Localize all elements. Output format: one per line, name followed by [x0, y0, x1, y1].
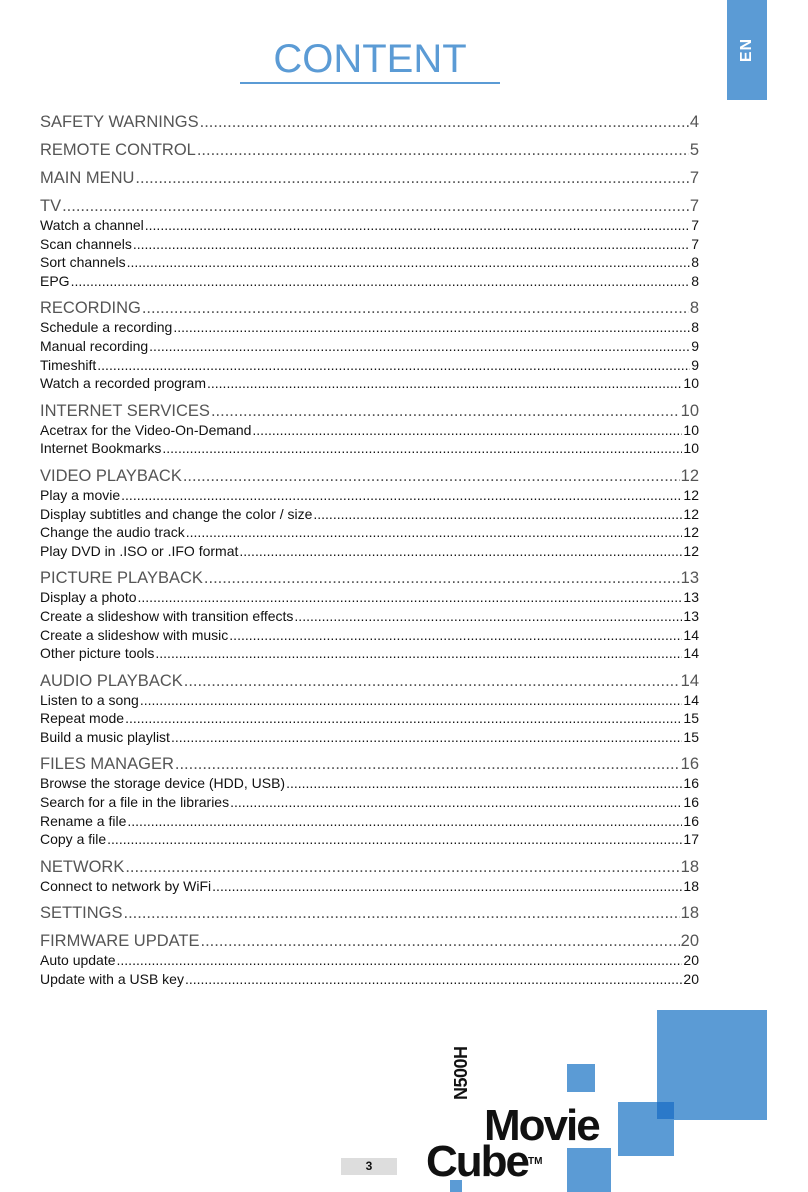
- toc-page-number: 7: [691, 217, 699, 233]
- toc-label: EPG: [40, 272, 70, 289]
- toc-label: Repeat mode: [40, 710, 125, 727]
- language-tab: [727, 0, 767, 100]
- toc-page-number: 13: [683, 589, 699, 606]
- toc-leader: [286, 774, 682, 793]
- toc-leader: [175, 754, 680, 774]
- toc-label: PICTURE PLAYBACK: [40, 569, 203, 588]
- decor-square-dark: [657, 1102, 674, 1119]
- toc-label: INTERNET SERVICES: [40, 401, 210, 420]
- toc-page-number: 13: [680, 569, 699, 588]
- toc-entry: [40, 728, 699, 747]
- toc-leader: [230, 793, 682, 812]
- toc-page-number: 15: [683, 710, 699, 727]
- toc-page-number: 16: [683, 794, 699, 811]
- toc-page-number: 12: [680, 466, 699, 485]
- toc-entry: [40, 523, 699, 542]
- toc-label: REMOTE CONTROL: [40, 141, 196, 159]
- toc-label: VIDEO PLAYBACK: [40, 466, 182, 485]
- toc-leader: [211, 401, 680, 421]
- toc-page-number: 16: [683, 812, 699, 829]
- toc-leader: [127, 253, 691, 272]
- toc-leader: [145, 216, 690, 235]
- toc-entry: [40, 774, 699, 793]
- toc-page-number: 16: [683, 775, 699, 792]
- toc-leader: [197, 140, 689, 160]
- toc-page-number: 7: [691, 235, 699, 252]
- toc-section: [40, 568, 699, 588]
- toc-entry: [40, 709, 699, 728]
- toc-page-number: 15: [683, 728, 699, 745]
- toc-leader: [313, 505, 682, 524]
- toc-label: Listen to a song: [40, 691, 139, 708]
- toc-section: [40, 140, 699, 160]
- toc-label: Build a music playlist: [40, 728, 170, 745]
- toc-leader: [121, 486, 682, 505]
- toc-page-number: 14: [680, 671, 699, 690]
- toc-label: Rename a file: [40, 812, 127, 829]
- toc-page-number: 7: [689, 169, 699, 187]
- decor-square-small: [567, 1064, 595, 1092]
- toc-page-number: 16: [680, 755, 699, 774]
- toc-label: Copy a file: [40, 831, 107, 848]
- toc-entry: [40, 216, 699, 235]
- toc-label: AUDIO PLAYBACK: [40, 671, 183, 690]
- toc-label: Create a slideshow with transition effects: [40, 607, 294, 624]
- toc-label: Internet Bookmarks: [40, 440, 162, 457]
- toc-leader: [207, 374, 682, 393]
- toc-leader: [201, 931, 680, 951]
- toc-entry: [40, 830, 699, 849]
- toc-entry: [40, 691, 699, 710]
- toc-page-number: 12: [683, 524, 699, 541]
- toc-page-number: 8: [691, 319, 699, 336]
- page-title: CONTENT: [240, 36, 500, 84]
- toc-leader: [186, 523, 683, 542]
- toc-label: Play DVD in .ISO or .IFO format: [40, 542, 239, 559]
- toc-leader: [107, 830, 682, 849]
- toc-leader: [140, 691, 683, 710]
- toc-section: [40, 857, 699, 877]
- toc-entry: [40, 356, 699, 375]
- toc-leader: [252, 421, 682, 440]
- toc-label: Connect to network by WiFi: [40, 877, 212, 894]
- toc-leader: [135, 168, 688, 188]
- toc-label: Sort channels: [40, 254, 126, 271]
- toc-section: [40, 196, 699, 216]
- toc-label: SETTINGS: [40, 904, 123, 923]
- toc-leader: [124, 903, 680, 923]
- toc-page-number: 18: [683, 877, 699, 894]
- toc-leader: [155, 644, 682, 663]
- toc-page-number: 14: [683, 691, 699, 708]
- toc-entry: [40, 644, 699, 663]
- toc-label: MAIN MENU: [40, 169, 135, 187]
- table-of-contents: [40, 108, 699, 989]
- toc-label: Scan channels: [40, 235, 132, 252]
- toc-page-number: 18: [680, 857, 699, 876]
- logo-trademark: TM: [528, 1156, 543, 1167]
- toc-entry: [40, 374, 699, 393]
- toc-section: [40, 754, 699, 774]
- toc-leader: [239, 542, 682, 561]
- toc-page-number: 10: [683, 440, 699, 457]
- toc-label: Display subtitles and change the color / size: [40, 505, 313, 522]
- toc-page-number: 20: [683, 952, 699, 969]
- toc-label: Schedule a recording: [40, 319, 173, 336]
- toc-page-number: 20: [680, 932, 699, 951]
- toc-entry: [40, 793, 699, 812]
- toc-entry: [40, 970, 699, 989]
- toc-page-number: 10: [680, 401, 699, 420]
- toc-entry: [40, 272, 699, 291]
- toc-page-number: 14: [683, 645, 699, 662]
- toc-label: Display a photo: [40, 589, 137, 606]
- language-label: EN: [737, 37, 755, 63]
- toc-label: Play a movie: [40, 486, 121, 503]
- toc-entry: [40, 486, 699, 505]
- toc-section: [40, 903, 699, 923]
- toc-label: Manual recording: [40, 337, 149, 354]
- toc-label: SAFETY WARNINGS: [40, 113, 199, 131]
- toc-section: [40, 298, 699, 318]
- toc-entry: [40, 505, 699, 524]
- toc-entry: [40, 253, 699, 272]
- toc-leader: [71, 272, 691, 291]
- logo-model: N500H: [451, 1046, 471, 1100]
- toc-leader: [229, 626, 682, 645]
- toc-leader: [127, 812, 682, 831]
- toc-page-number: 20: [683, 971, 699, 988]
- toc-leader: [62, 196, 689, 216]
- toc-page-number: 14: [683, 626, 699, 643]
- toc-label: FILES MANAGER: [40, 755, 174, 774]
- toc-page-number: 12: [683, 486, 699, 503]
- toc-entry: [40, 607, 699, 626]
- toc-entry: [40, 588, 699, 607]
- toc-page-number: 5: [689, 141, 699, 159]
- toc-page-number: 10: [683, 375, 699, 392]
- toc-entry: [40, 877, 699, 896]
- toc-entry: [40, 542, 699, 561]
- toc-entry: [40, 318, 699, 337]
- toc-leader: [117, 951, 683, 970]
- toc-page-number: 4: [689, 113, 699, 131]
- toc-section: [40, 931, 699, 951]
- toc-label: RECORDING: [40, 299, 141, 318]
- toc-entry: [40, 626, 699, 645]
- toc-label: Update with a USB key: [40, 971, 184, 988]
- toc-leader: [125, 857, 679, 877]
- toc-leader: [212, 877, 682, 896]
- toc-section: [40, 466, 699, 486]
- toc-label: Change the audio track: [40, 524, 185, 541]
- toc-page-number: 17: [683, 831, 699, 848]
- decor-square-bottom: [567, 1148, 611, 1192]
- toc-leader: [294, 607, 682, 626]
- toc-leader: [149, 337, 690, 356]
- toc-entry: [40, 812, 699, 831]
- toc-label: Acetrax for the Video-On-Demand: [40, 421, 252, 438]
- toc-label: TV: [40, 197, 62, 215]
- logo-word-movie: Movie: [484, 1101, 599, 1150]
- toc-section: [40, 401, 699, 421]
- toc-page-number: 9: [691, 337, 699, 354]
- toc-leader: [183, 466, 680, 486]
- toc-leader: [138, 588, 683, 607]
- toc-entry: [40, 439, 699, 458]
- toc-entry: [40, 337, 699, 356]
- toc-leader: [204, 568, 680, 588]
- toc-page-number: 10: [683, 421, 699, 438]
- toc-entry: [40, 421, 699, 440]
- toc-leader: [142, 298, 689, 318]
- toc-label: Browse the storage device (HDD, USB): [40, 775, 286, 792]
- toc-label: NETWORK: [40, 857, 125, 876]
- toc-section: [40, 112, 699, 132]
- toc-label: Watch a recorded program: [40, 375, 206, 392]
- logo-word-cube: Cube: [426, 1137, 528, 1186]
- toc-page-number: 13: [683, 607, 699, 624]
- toc-page-number: 7: [689, 197, 699, 215]
- toc-section: [40, 671, 699, 691]
- toc-label: Watch a channel: [40, 217, 144, 233]
- toc-label: Other picture tools: [40, 645, 155, 662]
- logo-cube: [426, 1137, 543, 1186]
- toc-leader: [185, 970, 682, 989]
- toc-page-number: 18: [680, 904, 699, 923]
- toc-label: Timeshift: [40, 356, 97, 373]
- toc-label: Create a slideshow with music: [40, 626, 229, 643]
- toc-leader: [162, 439, 682, 458]
- toc-page-number: 8: [691, 254, 699, 271]
- toc-leader: [133, 235, 690, 254]
- toc-label: FIRMWARE UPDATE: [40, 932, 200, 951]
- toc-entry: [40, 951, 699, 970]
- toc-page-number: 8: [689, 299, 699, 318]
- toc-leader: [97, 356, 690, 375]
- toc-leader: [173, 318, 690, 337]
- toc-leader: [171, 728, 682, 747]
- toc-leader: [200, 112, 689, 132]
- toc-leader: [184, 671, 680, 691]
- toc-page-number: 9: [691, 356, 699, 373]
- toc-page-number: 12: [683, 542, 699, 559]
- toc-page-number: 8: [691, 272, 699, 289]
- toc-page-number: 12: [683, 505, 699, 522]
- page-number: 3: [341, 1158, 397, 1175]
- toc-label: Search for a file in the libraries: [40, 794, 230, 811]
- toc-leader: [125, 709, 682, 728]
- toc-section: [40, 168, 699, 188]
- toc-entry: [40, 235, 699, 254]
- toc-label: Auto update: [40, 952, 116, 969]
